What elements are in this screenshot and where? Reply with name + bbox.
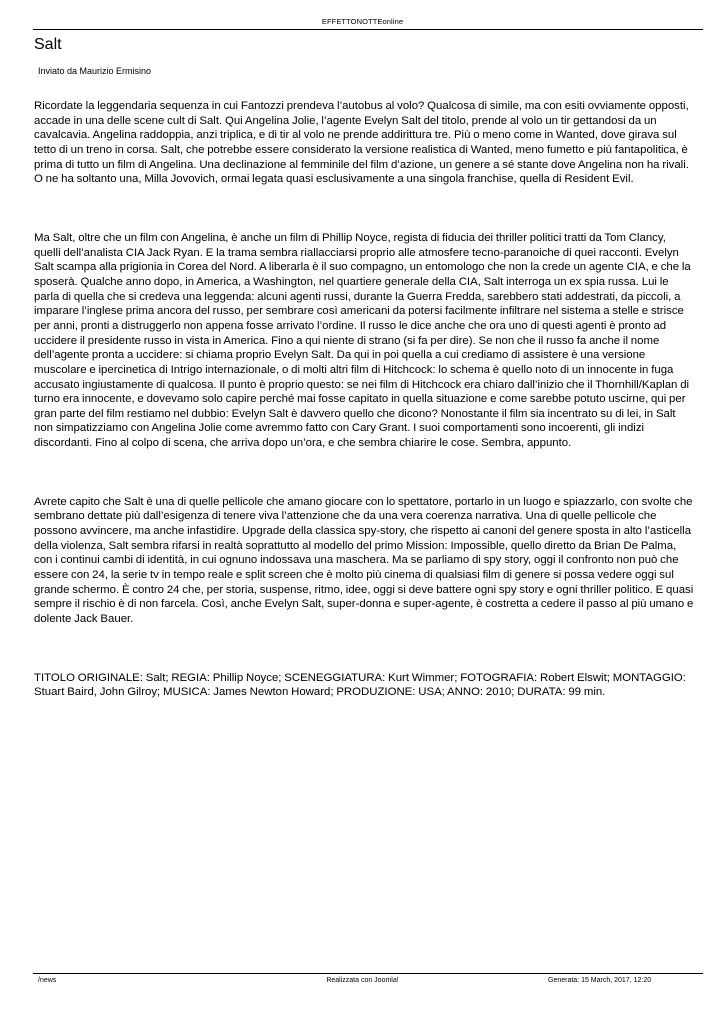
article-title: Salt: [34, 36, 62, 53]
article-paragraph: Avrete capito che Salt è una di quelle pellicole che amano giocare con lo spettatore, portarlo in un luogo e spiazzarlo, con svolte che sembrano dettate più dall’esigenza di tenere viva l’attenzione che da una vera coerenza narrativa. Una di quelle pellicole che possono avvincere, ma anche infastidire. Upgrade della classica spy-story, che rispetto ai canoni del genere sposta in alto l’asticella della violenza, Salt sembra rifarsi in realtà soprattutto al modello del primo Mission: Impossible, quello diretto da Brian De Palma, con i continui cambi di identità, in cui ognuno indossava una maschera. Ma se parliamo di spy story, oggi il confronto non può che essere con 24, la serie tv in tempo reale e split screen che è molto più cinema di qualsiasi film di genere si possa vedere oggi sul grande schermo. È contro 24 che, per storia, suspense, ritmo, idee, oggi si deve battere ogni spy story e ogni thriller politico. E quasi sempre il rischio è di non farcela. Così, anche Evelyn Salt, super-donna e super-agente, è costretta a cedere il passo al più umano e dolente Jack Bauer.: [34, 495, 694, 626]
article-paragraph: Ma Salt, oltre che un film con Angelina, è anche un film di Phillip Noyce, regista di fiducia dei thriller politici tratti da Tom Clancy, quelli dell’analista CIA Jack Ryan. E la trama sembra riallacciarsi proprio alle atmosfere tecno-paranoiche di quei racconti. Evelyn Salt scampa alla prigionia in Corea del Nord. A liberarla è il suo compagno, un entomologo che non la crede un agente CIA, e che la sposerà. Qualche anno dopo, in America, a Washington, nel quartiere generale della CIA, Salt interroga un ex spia russa. Lui le parla di quella che si credeva una leggenda: alcuni agenti russi, durante la Guerra Fredda, sarebbero stati addestrati, da piccoli, a imparare l’inglese prima ancora del russo, per sembrare così americani da potersi facilmente infiltrare nel sistema a stelle e strisce per anni, pronti a distruggerlo non appena fosse arrivato l’ordine. Il russo le dice anche che ora uno di questi agenti è pronto ad uccidere il presidente russo in vista in America. Fino a qui niente di strano (si fa per dire). Se non che il russo fa anche il nome dell’agente pronta a uccidere: si chiama proprio Evelyn Salt. Da qui in poi quella a cui crediamo di assistere è una versione muscolare e ipercinetica di Intrigo internazionale, o di molti altri film di Hitchcock: lo schema è quello noto di un innocente in fuga accusato ingiustamente di qualcosa. Il punto è proprio questo: se nei film di Hitchcock era chiaro dall’inizio che il Thornhill/Kaplan di turno era innocente, e dovevamo solo capire perché mai fosse capitato in quella situazione e come sarebbe potuto uscirne, qui per gran parte del film restiamo nel dubbio: Evelyn Salt è davvero quello che dicono? Nonostante il film sia incentrato su di lei, in Salt non simpatizziamo con Angelina Jolie come avremmo fatto con Cary Grant. I suoi comportamenti sono incoerenti, gli indizi discordanti. Fino al colpo di scena, che arriva dopo un’ora, e che sembra chiarire le cose. Sembra, appunto.: [34, 231, 691, 450]
article-paragraph: Ricordate la leggendaria sequenza in cui Fantozzi prendeva l’autobus al volo? Qualcosa di simile, ma con esiti ovviamente opposti, accade in una delle scene cult di Salt. Qui Angelina Jolie, l’agente Evelyn Salt del titolo, prende al volo un tir gettandosi da un cavalcavia. Angelina raddoppia, anzi triplica, e di tir al volo ne prende addirittura tre. Più o meno come in Wanted, dove girava sul tetto di un treno in corsa. Salt, che potrebbe essere considerato la versione realistica di Wanted, meno fumetto e più fantapolitica, è prima di tutto un film di Angelina. Una declinazione al femminile del film d’azione, un genere a sé stante dove Angelina non ha rivali. O ne ha soltanto una, Milla Jovovich, ormai legata quasi esclusivamente a una singola franchise, quella di Resident Evil.: [34, 100, 689, 186]
footer-powered-by: Realizzata con Joomla!: [326, 977, 399, 984]
footer-divider: [33, 973, 703, 974]
article-body: [34, 99, 694, 700]
footer-generated-date: Generata: 15 March, 2017, 12:20: [548, 977, 652, 984]
article-byline: Inviato da Maurizio Ermisino: [38, 66, 152, 76]
article-credits: TITOLO ORIGINALE: Salt; REGIA: Phillip Noyce; SCENEGGIATURA: Kurt Wimmer; FOTOGRAFIA: Robert Elswit; MONTAGGIO: Stuart Baird, John Gilroy; MUSICA: James Newton Howard; PRODUZIONE: USA; ANNO: 2010; DURATA: 99 min.: [34, 671, 686, 699]
header-divider: [33, 29, 703, 30]
site-name-header: EFFETTONOTTEonline: [321, 17, 404, 26]
footer-path: /news: [38, 977, 57, 984]
